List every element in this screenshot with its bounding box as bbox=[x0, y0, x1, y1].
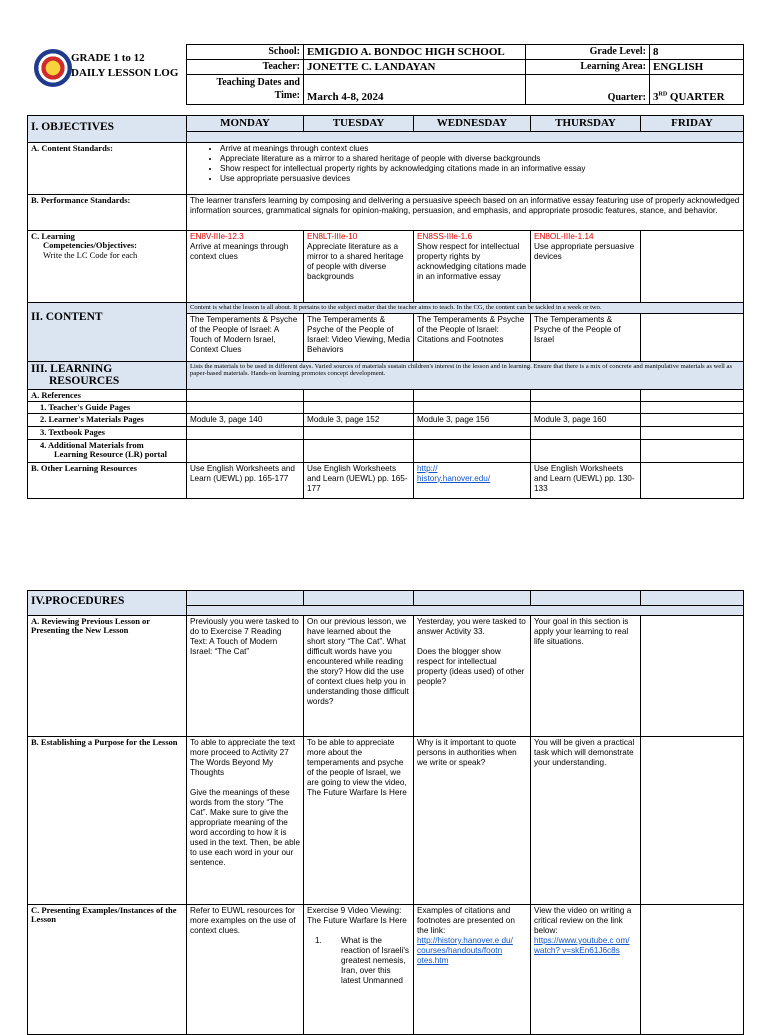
cell-empty bbox=[531, 427, 641, 439]
teacher-label: Teacher: bbox=[187, 60, 304, 75]
cell-empty bbox=[414, 427, 531, 439]
deped-seal-icon bbox=[34, 49, 72, 87]
tb-label: 3. Textbook Pages bbox=[28, 427, 187, 439]
procedures-table bbox=[27, 590, 744, 1035]
lesson-table bbox=[27, 115, 744, 499]
procedures-title: IV.PROCEDURES bbox=[28, 591, 187, 616]
cell-empty bbox=[531, 389, 641, 401]
lm-monday: Module 3, page 140 bbox=[187, 414, 304, 427]
content-standards-label: A. Content Standards: bbox=[28, 143, 187, 195]
content-standards bbox=[187, 143, 744, 195]
area-value: ENGLISH bbox=[650, 60, 744, 75]
cell-empty bbox=[304, 427, 414, 439]
other-monday: Use English Worksheets and Learn (UEWL) pp. 165-177 bbox=[187, 462, 304, 498]
cell-empty bbox=[641, 401, 744, 413]
lc-code: EN8OL-IIIe-1.14 bbox=[534, 232, 594, 241]
competencies-label-1: C. Learning bbox=[31, 231, 75, 241]
lc-code: EN8V-IIIe-12.3 bbox=[190, 232, 244, 241]
objectives-blank-row bbox=[187, 132, 744, 143]
reviewing-tuesday: On our previous lesson, we have learned about the short story “The Cat”. What difficult words have you encountered while reading the story? How did the use of context clues help you in understanding those difficult words? bbox=[304, 616, 414, 737]
content-friday bbox=[641, 313, 744, 361]
cell-empty bbox=[304, 439, 414, 462]
teacher-value: JONETTE C. LANDAYAN bbox=[304, 60, 526, 75]
school-value: EMIGDIO A. BONDOC HIGH SCHOOL bbox=[304, 45, 526, 60]
day-friday: FRIDAY bbox=[641, 116, 744, 132]
day-monday: MONDAY bbox=[187, 116, 304, 132]
reviewing-monday: Previously you were tasked to do to Exercise 7 Reading Text: A Touch of Modern Israel: “The Cat” bbox=[187, 616, 304, 737]
additional-materials-label bbox=[28, 439, 187, 462]
cell-empty bbox=[531, 591, 641, 606]
cell-empty bbox=[414, 439, 531, 462]
quarter-label: Quarter: bbox=[526, 75, 650, 105]
lc-text: Appreciate literature as a mirror to a shared heritage of people with diverse backgrounds bbox=[307, 242, 404, 281]
lm-wednesday: Module 3, page 156 bbox=[414, 414, 531, 427]
question-number: 1. bbox=[315, 936, 322, 945]
objectives-title: I. OBJECTIVES bbox=[28, 116, 187, 143]
purpose-tuesday: To be able to appreciate more about the temperaments and psyche of the people of Israel, we are going to view the video, The Future Warfare Is Here bbox=[304, 737, 414, 905]
content-standard-item: • Use appropriate persuasive devices bbox=[220, 174, 740, 184]
school-label: School: bbox=[187, 45, 304, 60]
dates-label bbox=[187, 75, 304, 105]
day-thursday: THURSDAY bbox=[531, 116, 641, 132]
content-wednesday: The Temperaments & Psyche of the People of Israel: Citations and Footnotes bbox=[414, 313, 531, 361]
cell-empty bbox=[641, 427, 744, 439]
reviewing-thursday: Your goal in this section is apply your learning to real life situations. bbox=[531, 616, 641, 737]
cell-empty bbox=[531, 401, 641, 413]
examples-wednesday-intro: Examples of citations and footnotes are presented on the link: bbox=[417, 906, 515, 935]
purpose-label: B. Establishing a Purpose for the Lesson bbox=[28, 737, 187, 905]
other-resources-label: B. Other Learning Resources bbox=[28, 462, 187, 498]
lc-text: Use appropriate persuasive devices bbox=[534, 242, 635, 261]
hanover-link[interactable]: http:// history.hanover.edu/ bbox=[417, 463, 491, 483]
quarter-sup: RD bbox=[658, 91, 668, 98]
lc-text: Arrive at meanings through context clues bbox=[190, 242, 289, 261]
examples-label: C. Presenting Examples/Instances of the Lesson bbox=[28, 905, 187, 1035]
purpose-thursday: You will be given a practical task which will demonstrate your understanding. bbox=[531, 737, 641, 905]
performance-standards-label: B. Performance Standards: bbox=[28, 195, 187, 231]
examples-thursday-intro: View the video on writing a critical review on the link below: bbox=[534, 906, 632, 935]
tg-label: 1. Teacher's Guide Pages bbox=[28, 401, 187, 413]
cell-empty bbox=[641, 414, 744, 427]
cell-empty bbox=[304, 389, 414, 401]
cell-empty bbox=[641, 389, 744, 401]
additional-label-1: 4. Additional Materials from bbox=[40, 439, 144, 450]
resources-title-2: RESOURCES bbox=[49, 374, 120, 387]
cell-empty bbox=[641, 462, 744, 498]
competency-monday bbox=[187, 231, 304, 303]
examples-tuesday bbox=[304, 905, 414, 1035]
other-thursday: Use English Worksheets and Learn (UEWL) pp. 130-133 bbox=[531, 462, 641, 498]
dates-label-2: Time: bbox=[274, 90, 300, 101]
content-thursday: The Temperaments & Psyche of the People of Israel bbox=[531, 313, 641, 361]
competencies-label-2: Competencies/Objectives: bbox=[43, 240, 137, 251]
grade-label: Grade Level: bbox=[526, 45, 650, 60]
cell-empty bbox=[531, 439, 641, 462]
cell-empty bbox=[304, 591, 414, 606]
additional-label-2: Learning Resource (LR) portal bbox=[54, 448, 167, 459]
resources-note: Lists the materials to be used in different days. Varied sources of materials sustain children's interest in the lesson and in learning. Ensure that there is a mix of concrete and manipulative materials as well as paper-based materials. Hands-on learning promotes concept development. bbox=[187, 361, 744, 389]
quarter-word: QUARTER bbox=[667, 91, 725, 103]
day-wednesday: WEDNESDAY bbox=[414, 116, 531, 132]
examples-tuesday-intro: Exercise 9 Video Viewing: The Future Warfare Is Here bbox=[307, 906, 407, 925]
competencies-label bbox=[28, 231, 187, 303]
competency-friday bbox=[641, 231, 744, 303]
references-label: A. References bbox=[28, 389, 187, 401]
content-standard-item: • Appreciate literature as a mirror to a shared heritage of people with diverse backgrounds bbox=[220, 154, 740, 164]
cell-empty bbox=[187, 439, 304, 462]
resources-title bbox=[28, 361, 187, 389]
lm-thursday: Module 3, page 160 bbox=[531, 414, 641, 427]
competency-wednesday bbox=[414, 231, 531, 303]
examples-thursday bbox=[531, 905, 641, 1035]
grade-value: 8 bbox=[650, 45, 744, 60]
cell-empty bbox=[641, 905, 744, 1035]
competency-tuesday bbox=[304, 231, 414, 303]
resources-title-1: III. LEARNING bbox=[31, 362, 113, 375]
cell-empty bbox=[187, 389, 304, 401]
lm-tuesday: Module 3, page 152 bbox=[304, 414, 414, 427]
area-label: Learning Area: bbox=[526, 60, 650, 75]
competencies-label-3: Write the LC Code for each bbox=[43, 249, 138, 260]
lm-label: 2. Learner's Materials Pages bbox=[28, 414, 187, 427]
footnotes-link[interactable]: http://history.hanover.e du/ courses/handouts/footn otes.htm bbox=[417, 936, 513, 965]
cell-empty bbox=[641, 591, 744, 606]
form-title-line1: GRADE 1 to 12 bbox=[71, 52, 145, 64]
reviewing-label: A. Reviewing Previous Lesson or Presenting the New Lesson bbox=[28, 616, 187, 737]
cell-empty bbox=[414, 401, 531, 413]
other-tuesday: Use English Worksheets and Learn (UEWL) pp. 165-177 bbox=[304, 462, 414, 498]
cell-empty bbox=[414, 389, 531, 401]
content-standard-item: • Show respect for intellectual property rights by acknowledging citations made in an informative essay bbox=[220, 164, 740, 174]
cell-empty bbox=[414, 591, 531, 606]
reviewing-wednesday: Yesterday, you were tasked to answer Activity 33. Does the blogger show respect for intellectual property (ideas used) of other people? bbox=[414, 616, 531, 737]
day-tuesday: TUESDAY bbox=[304, 116, 414, 132]
examples-tuesday-question bbox=[307, 936, 410, 986]
purpose-monday: To able to appreciate the text more proceed to Activity 27 The Words Beyond My Thoughts Give the meanings of these words from the story “The Cat”. Make sure to give the appropriate meaning of the word according to how it is used in the text. Then, be able to use each word in your our sentence. bbox=[187, 737, 304, 905]
cell-empty bbox=[187, 427, 304, 439]
content-tuesday: The Temperaments & Psyche of the People of Israel: Video Viewing, Media Behaviors bbox=[304, 313, 414, 361]
dates-value: March 4-8, 2024 bbox=[304, 75, 526, 105]
dates-label-1: Teaching Dates and bbox=[216, 77, 300, 88]
examples-monday: Refer to EUWL resources for more examples on the use of context clues. bbox=[187, 905, 304, 1035]
quarter-value bbox=[650, 75, 744, 105]
cell-empty bbox=[304, 401, 414, 413]
other-wednesday-link[interactable] bbox=[414, 462, 531, 498]
header-table bbox=[186, 44, 744, 105]
performance-standards: The learner transfers learning by composing and delivering a persuasive speech based on an informative essay featuring use of properly acknowledged information sources, grammatical signals for opinion-making, persuasion, and emphasis, and appropriate prosodic features, stance, and behavior. bbox=[187, 195, 744, 231]
procedures-blank-row bbox=[187, 606, 744, 616]
youtube-link[interactable]: https://www.youtube.c om/ watch? v=skEn61J6c8s bbox=[534, 936, 630, 955]
cell-empty bbox=[641, 439, 744, 462]
cell-empty bbox=[187, 591, 304, 606]
form-title-line2: DAILY LESSON LOG bbox=[71, 67, 179, 79]
cell-empty bbox=[641, 737, 744, 905]
examples-wednesday bbox=[414, 905, 531, 1035]
competency-thursday bbox=[531, 231, 641, 303]
content-standard-item: • Arrive at meanings through context clues bbox=[220, 144, 740, 154]
question-text: What is the reaction of Israeli's greatest nemesis, Iran, over this latest Unmanned bbox=[341, 936, 410, 985]
lc-code: EN8SS-IIIe-1.6 bbox=[417, 232, 473, 241]
lc-code: EN8LT-IIIe-10 bbox=[307, 232, 358, 241]
cell-empty bbox=[187, 401, 304, 413]
lc-text: Show respect for intellectual property rights by acknowledging citations made in an informative essay bbox=[417, 242, 527, 281]
content-title: II. CONTENT bbox=[28, 303, 187, 362]
cell-empty bbox=[641, 616, 744, 737]
content-note: Content is what the lesson is all about. It pertains to the subject matter that the teacher aims to teach. In the CG, the content can be tackled in a week or two. bbox=[187, 303, 744, 314]
purpose-wednesday: Why is it important to quote persons in authorities when we write or speak? bbox=[414, 737, 531, 905]
quarter-num: 3 bbox=[653, 91, 659, 103]
content-monday: The Temperaments & Psyche of the People of Israel: A Touch of Modern Israel, Context Clues bbox=[187, 313, 304, 361]
